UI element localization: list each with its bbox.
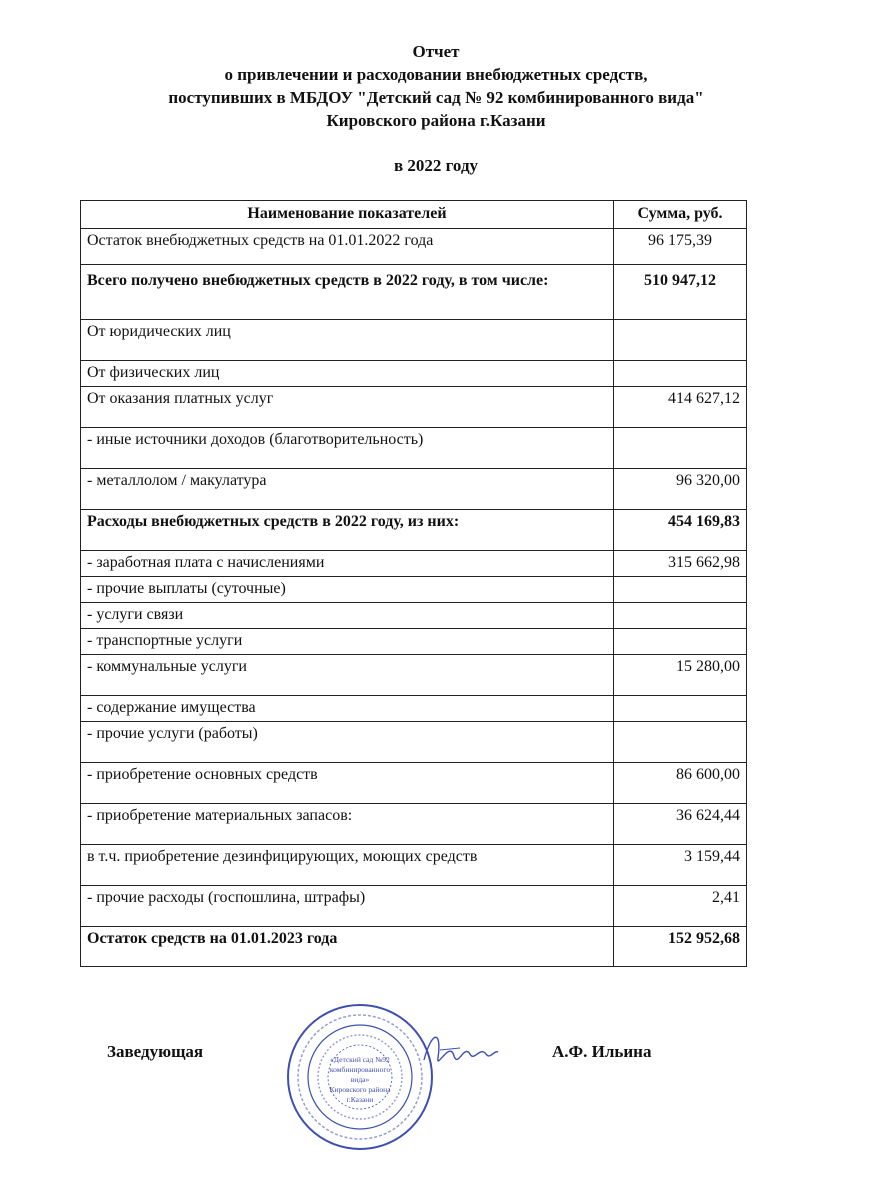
table-row [81,603,747,629]
seal-center-text [329,1055,391,1104]
row-label: Остаток средств на 01.01.2023 года [81,927,614,967]
report-year: в 2022 году [393,156,479,175]
row-label: - металлолом / макулатура [81,469,614,510]
row-label: Остаток внебюджетных средств на 01.01.2022 года [81,229,614,265]
row-amount: 2,41 [614,886,747,927]
row-label: Всего получено внебюджетных средств в 2022 году, в том числе: [81,265,614,320]
row-amount: 86 600,00 [614,763,747,804]
report-subtitle-2: поступивших в МБДОУ "Детский сад № 92 комбинированного вида" [168,88,704,107]
row-label: - услуги связи [81,603,614,629]
row-amount [614,577,747,603]
row-label: в т.ч. приобретение дезинфицирующих, моющих средств [81,845,614,886]
row-label: Расходы внебюджетных средств в 2022 году, из них: [81,510,614,551]
row-amount: 315 662,98 [614,551,747,577]
table-row [81,387,747,428]
table-row [81,510,747,551]
row-amount: 510 947,12 [614,265,747,320]
table-row [81,428,747,469]
table-row [81,655,747,696]
table-row [81,886,747,927]
row-label: - прочие услуги (работы) [81,722,614,763]
row-label: - коммунальные услуги [81,655,614,696]
row-label: - иные источники доходов (благотворительность) [81,428,614,469]
header-amount: Сумма, руб. [614,201,747,229]
row-amount: 96 320,00 [614,469,747,510]
row-amount [614,722,747,763]
table-row [81,265,747,320]
svg-text:«Детский сад №92: «Детский сад №92 [330,1055,390,1064]
official-seal [285,1002,435,1152]
svg-text:вида»: вида» [350,1075,370,1084]
table-row [81,577,747,603]
row-label: - прочие расходы (госпошлина, штрафы) [81,886,614,927]
row-amount: 152 952,68 [614,927,747,967]
table-header-row [81,201,747,229]
row-label: - приобретение основных средств [81,763,614,804]
row-label: От физических лиц [81,361,614,387]
table-row [81,320,747,361]
row-amount [614,696,747,722]
row-label: От оказания платных услуг [81,387,614,428]
row-label: - содержание имущества [81,696,614,722]
table-row [81,804,747,845]
table-row [81,696,747,722]
report-subtitle-1: о привлечении и расходовании внебюджетных средств, [224,65,648,84]
table-row [81,927,747,967]
row-amount [614,428,747,469]
table-row [81,722,747,763]
row-amount [614,361,747,387]
svg-text:Кировского района: Кировского района [329,1085,391,1094]
report-subtitle-3: Кировского района г.Казани [326,111,546,130]
report-header [0,40,872,177]
table-row [81,469,747,510]
signer-name: А.Ф. Ильина [552,1042,652,1061]
row-label: - приобретение материальных запасов: [81,804,614,845]
row-amount: 36 624,44 [614,804,747,845]
table-row [81,551,747,577]
table-row [81,361,747,387]
handwritten-signature [420,1020,500,1080]
table-row [81,629,747,655]
svg-text:г.Казани: г.Казани [346,1095,374,1104]
report-title: Отчет [412,42,460,61]
report-table [80,200,747,967]
row-amount: 96 175,39 [614,229,747,265]
row-label: - прочие выплаты (суточные) [81,577,614,603]
row-amount [614,603,747,629]
signer-position: Заведующая [107,1042,204,1061]
row-label: - транспортные услуги [81,629,614,655]
table-row [81,845,747,886]
row-amount: 15 280,00 [614,655,747,696]
table-row [81,229,747,265]
header-indicator: Наименование показателей [81,201,614,229]
row-amount: 454 169,83 [614,510,747,551]
row-amount: 3 159,44 [614,845,747,886]
row-amount [614,629,747,655]
svg-text:комбинированного: комбинированного [329,1065,391,1074]
row-amount [614,320,747,361]
table-row [81,763,747,804]
row-amount: 414 627,12 [614,387,747,428]
row-label: От юридических лиц [81,320,614,361]
row-label: - заработная плата с начислениями [81,551,614,577]
